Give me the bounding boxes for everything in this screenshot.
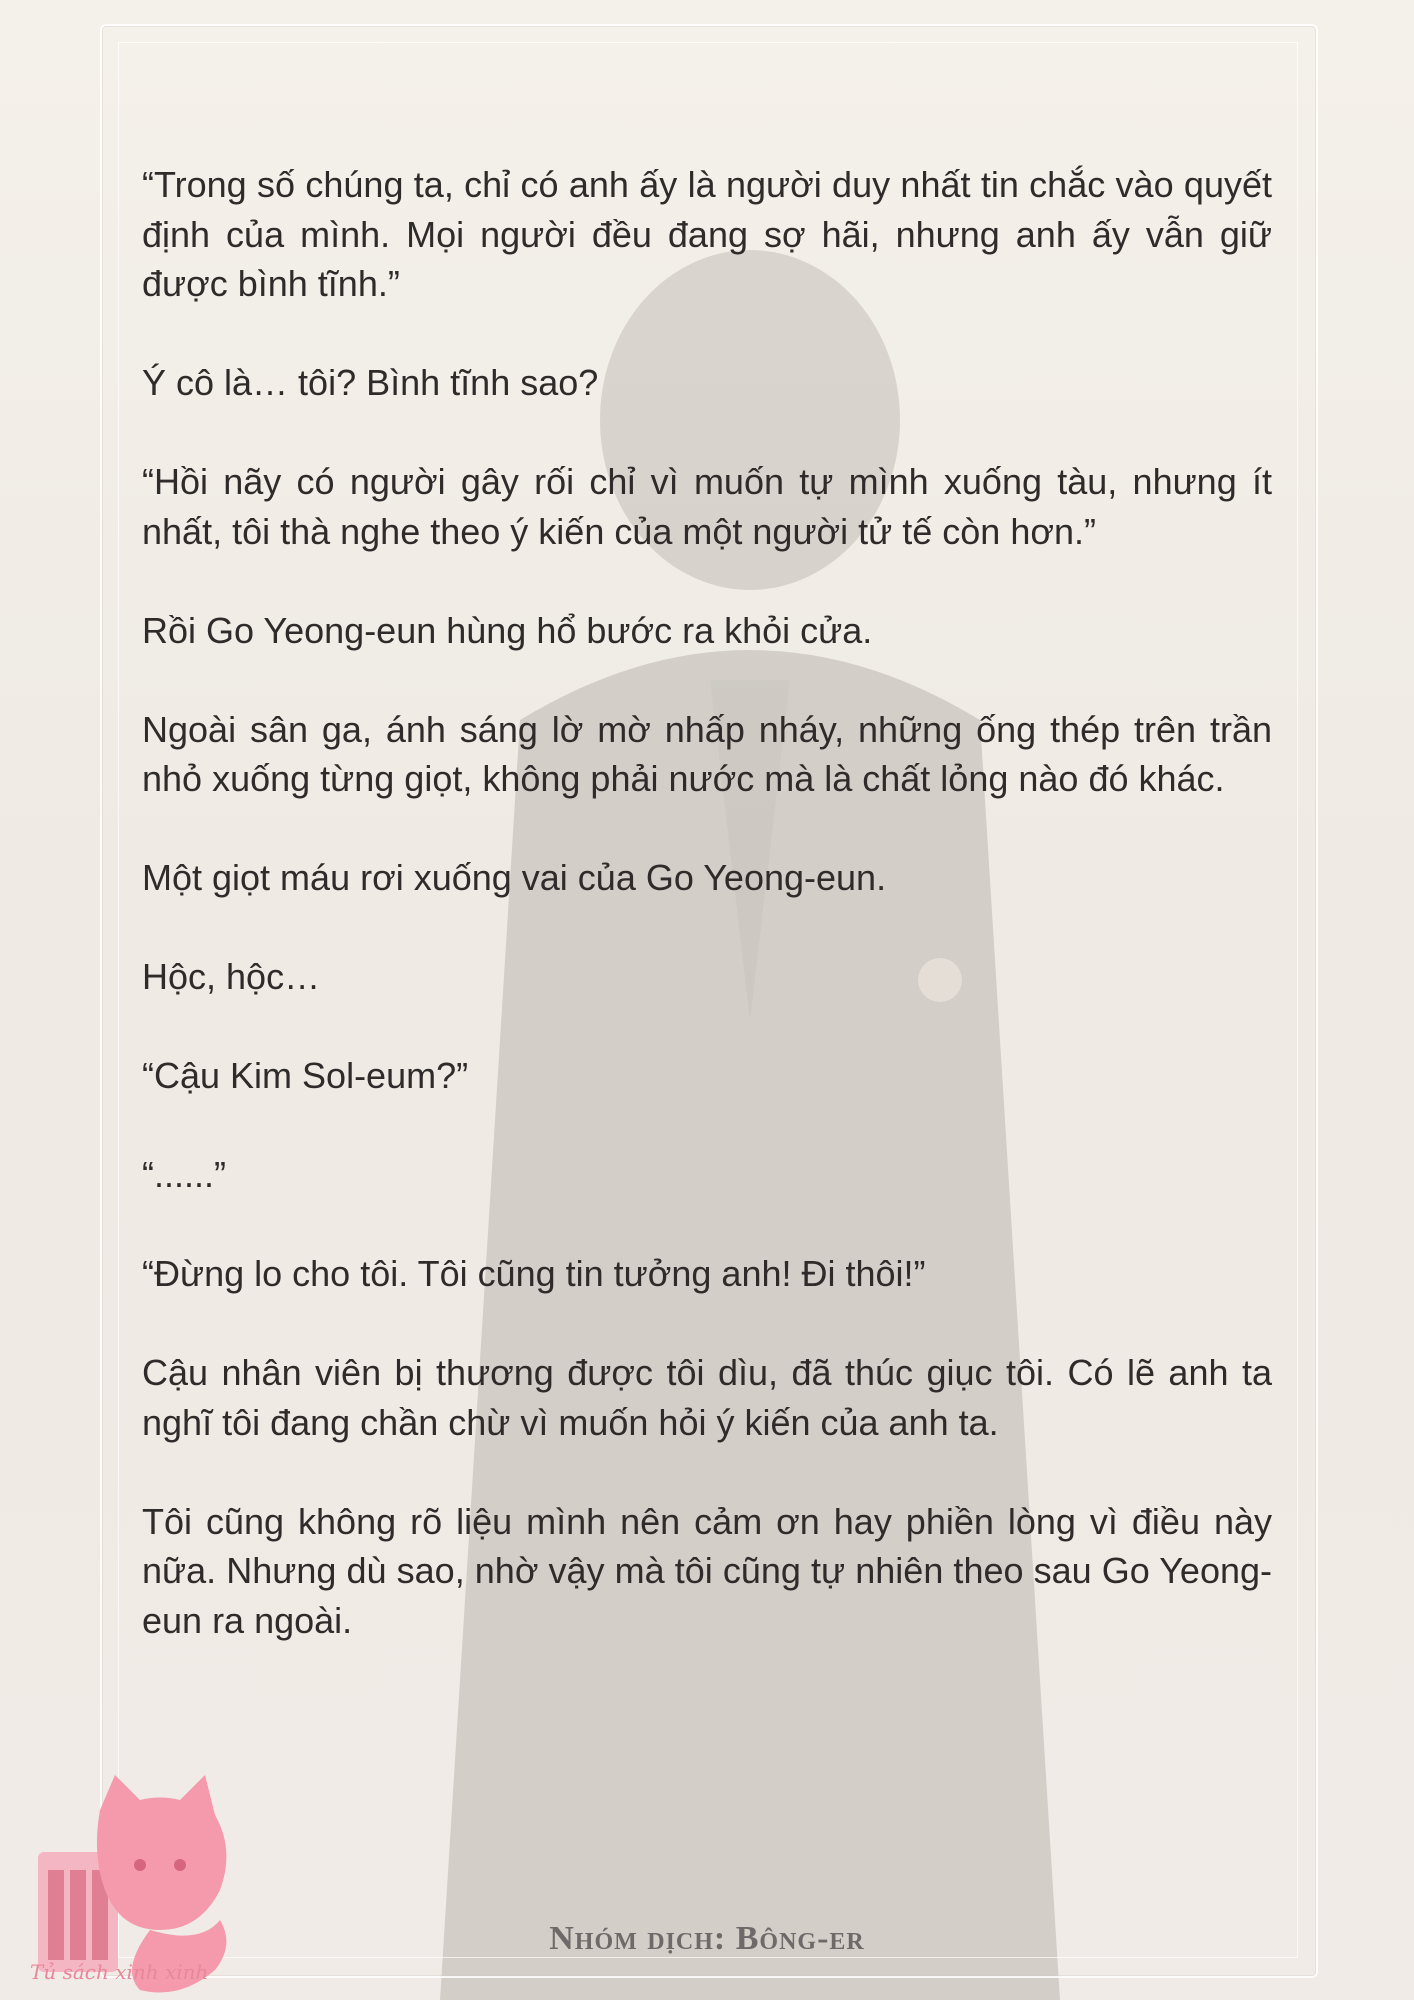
paragraph: “......”	[142, 1154, 226, 1195]
paragraph: Cậu nhân viên bị thương được tôi dìu, đã thúc giục tôi. Có lẽ anh ta nghĩ tôi đang chần chừ vì muốn hỏi ý kiến của anh ta.	[142, 1352, 1272, 1443]
paragraph: Tôi cũng không rõ liệu mình nên cảm ơn hay phiền lòng vì điều này nữa. Nhưng dù sao, nhờ vậy mà tôi cũng tự nhiên theo sau Go Yeong-eun ra ngoài.	[142, 1500, 1272, 1641]
paragraph: “Cậu Kim Sol-eum?”	[142, 1055, 469, 1096]
paragraph: Hộc, hộc…	[142, 956, 321, 997]
logo-text: Tủ sách xinh xinh	[30, 1960, 209, 1984]
story-text	[142, 160, 1272, 1695]
paragraph: Ý cô là… tôi? Bình tĩnh sao?	[142, 362, 599, 403]
paragraph: “Hồi nãy có người gây rối chỉ vì muốn tự mình xuống tàu, nhưng ít nhất, tôi thà nghe theo ý kiến của một người tử tế còn hơn.”	[142, 461, 1272, 552]
translator-credit: Nhóm dịch: Bông-er	[549, 1920, 865, 1957]
paragraph: “Trong số chúng ta, chỉ có anh ấy là người duy nhất tin chắc vào quyết định của mình. Mọi người đều đang sợ hãi, nhưng anh ấy vẫn giữ được bình tĩnh.”	[142, 164, 1272, 304]
paragraph: “Đừng lo cho tôi. Tôi cũng tin tưởng anh! Đi thôi!”	[142, 1253, 926, 1294]
paragraph: Ngoài sân ga, ánh sáng lờ mờ nhấp nháy, những ống thép trên trần nhỏ xuống từng giọt, không phải nước mà là chất lỏng nào đó khác.	[142, 708, 1272, 799]
paragraph: Một giọt máu rơi xuống vai của Go Yeong-eun.	[142, 857, 887, 898]
paragraph: Rồi Go Yeong-eun hùng hổ bước ra khỏi cửa.	[142, 609, 873, 651]
